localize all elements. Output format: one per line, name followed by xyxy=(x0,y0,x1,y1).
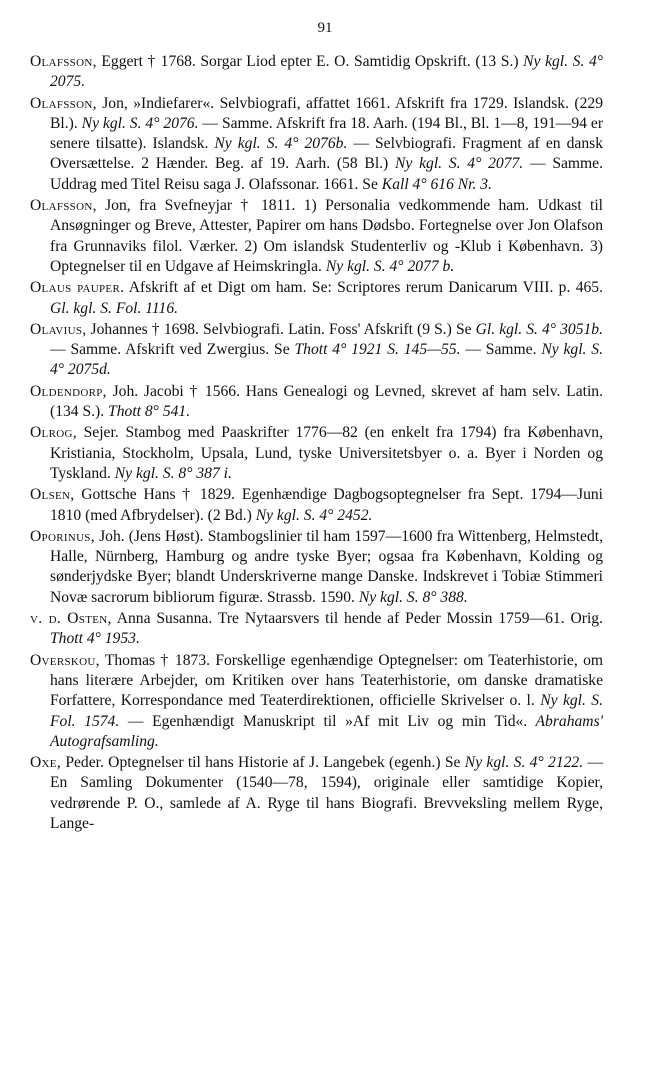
entry-reference: Ny kgl. S. 8° 387 i. xyxy=(110,464,232,482)
entry-name: Olafsson, xyxy=(30,53,97,70)
catalog-entries xyxy=(30,52,603,835)
entry-text: — Samme. Afskrift fra 18. Aarh. (194 Bl., Bl. 1—8, 191—94 er senere tilsatte). Islandsk. xyxy=(50,114,604,153)
entry-text: Joh. (Jens Høst). Stambogslinier til ham 1597—1600 fra Wittenberg, Helmstedt, Halle, Nürnberg, Hamburg og andre tyske Byer; ogsaa fra København, Kolding og sønderjydske Byer; blandt Underskriverne mange Danske. Indskrevet i Tobiæ Stimmeri Novæ sacrorum bibliorum figuræ. Strassb. 1590. xyxy=(50,527,603,606)
entry-reference: Abrahams' Autografsamling. xyxy=(50,712,603,750)
entry-text: — En Samling Dokumenter (1540—78, 1594), originale eller samtidige Kopier, vedrørende P. O., samlede af A. Ryge til hans Biografi. Brevveksling mellem Ryge, Lange- xyxy=(50,754,604,832)
entry-name: Oldendorp, xyxy=(30,382,107,400)
entry-name: Oxe, xyxy=(30,754,62,772)
entry-reference: Ny kgl. S. 4° 2076. xyxy=(77,114,199,132)
entry-name: Olavius, xyxy=(30,320,87,338)
entry-text: Jon, fra Svefneyjar † 1811. 1) Personalia vedkommende ham. Udkast til Ansøgninger og Breve, Attester, Papirer om hans Dødsbo. Fortegnelse over Jon Olafson fra Grunnaviks filol. Værker. 2) Om islandsk Studenterliv og -Klub i København. 3) Optegnelser til en Udgave af Heimskringla. xyxy=(50,197,603,275)
entry-text: Joh. Jacobi † 1566. Hans Genealogi og Levned, skrevet af ham selv. Latin. (134 S.). xyxy=(50,382,603,421)
entry-reference: Kall 4° 616 Nr. 3. xyxy=(377,175,493,193)
entry-reference: Thott 4° 1921 S. 145—55. xyxy=(289,341,461,359)
entry-text: Thomas † 1873. Forskellige egenhændige Optegnelser: om Teaterhistorie, om hans literære Arbejder, om Kritiken over hans Teaterhistorie, om danske dramatiske Forfattere, Korrespondance med Teaterdirektionen, officielle Skrivelser o. l. xyxy=(50,651,603,710)
entry-text: — Samme. Afskrift ved Zwergius. Se xyxy=(50,341,290,359)
entry-olavius xyxy=(30,320,603,381)
entry-text: — Selvbiografi. Fragment af en dansk Oversættelse. 2 Hænder. Beg. af 19. Aarh. (58 Bl.) xyxy=(50,135,604,173)
entry-olafsson-jon-svefneyjar xyxy=(30,196,603,277)
entry-text: Johannes † 1698. Selvbiografi. Latin. Foss' Afskrift (9 S.) Se xyxy=(86,320,472,338)
entry-text: Jon, »Indiefarer«. Selvbiografi, affattet 1661. Afskrift fra 1729. Islandsk. (229 Bl.). xyxy=(50,94,603,132)
entry-reference: Ny kgl. S. 4° 2077. xyxy=(388,155,524,173)
entry-name: Olsen, xyxy=(30,486,75,504)
entry-text: Eggert † 1768. Sorgar Liod epter E. O. Samtidig Opskrift. (13 S.) xyxy=(96,53,519,70)
entry-olafsson-jon-indiefarer xyxy=(30,94,603,195)
entry-name: Oporinus, xyxy=(30,527,95,545)
entry-reference: Ny kgl. S. 4° 2075d. xyxy=(50,341,603,379)
entry-reference: Ny kgl. S. 4° 2076b. xyxy=(208,135,348,153)
entry-olaus-pauper xyxy=(30,278,603,319)
entry-olrog xyxy=(30,423,603,484)
entry-text: Gottsche Hans † 1829. Egenhændige Dagbogsoptegnelser fra Sept. 1794—Juni 1810 (med Afbrydelser). (2 Bd.) xyxy=(50,486,603,524)
entry-reference: Ny kgl. S. 4° 2077 b. xyxy=(321,257,455,275)
entry-oxe xyxy=(30,753,603,834)
entry-name: Olafsson, xyxy=(30,94,97,112)
entry-text: — Egenhændigt Manuskript til »Af mit Liv og min Tid«. xyxy=(119,712,528,730)
entry-name: Olrog, xyxy=(30,424,77,442)
entry-reference: Ny kgl. S. 4° 2122. xyxy=(460,754,584,772)
entry-text: Sejer. Stambog med Paaskrifter 1776—82 (en enkelt fra 1794) fra København, Kristiania, Stockholm, Upsala, Lund, tyske Universitetsbyer o. a. Byer i Norden og Tyskland. xyxy=(50,424,603,482)
entry-reference: Ny kgl. S. 4° 2452. xyxy=(251,506,373,524)
entry-reference: Gl. kgl. S. Fol. 1116. xyxy=(50,299,179,317)
entry-name: Overskou, xyxy=(30,651,100,669)
entry-text: — Samme. Uddrag med Titel Reisu saga J. Olafssonar. 1661. Se xyxy=(50,155,603,193)
entry-text: Afskrift af et Digt om ham. Se: Scriptores rerum Danicarum VIII. p. 465. xyxy=(124,279,603,297)
entry-osten xyxy=(30,609,603,650)
entry-reference: Ny kgl. S. Fol. 1574. xyxy=(50,692,603,730)
entry-reference: Thott 4° 1953. xyxy=(50,630,140,648)
entry-olafsson-eggert xyxy=(30,52,603,93)
entry-reference: Thott 8° 541. xyxy=(104,403,191,421)
entry-reference: Ny kgl. S. 8° 388. xyxy=(354,588,468,606)
entry-text: Peder. Optegnelser til hans Historie af J. Langebek (egenh.) Se xyxy=(61,754,461,772)
entry-text: — Samme. xyxy=(460,341,537,359)
entry-olsen xyxy=(30,485,603,526)
entry-name: Olaus pauper. xyxy=(30,279,125,297)
entry-oldendorp xyxy=(30,382,603,423)
entry-name: Olafsson, xyxy=(30,197,97,215)
entry-oporinus xyxy=(30,527,603,608)
entry-overskou xyxy=(30,651,603,752)
entry-reference: Ny kgl. S. 4° 2075. xyxy=(50,53,603,91)
entry-text: Anna Susanna. Tre Nytaarsvers til hende af Peder Mossin 1759—61. Orig. xyxy=(111,610,603,628)
entry-reference: Gl. kgl. S. 4° 3051b. xyxy=(471,320,604,338)
entry-name: v. d. Osten, xyxy=(30,610,112,628)
page-number: 91 xyxy=(317,20,333,36)
